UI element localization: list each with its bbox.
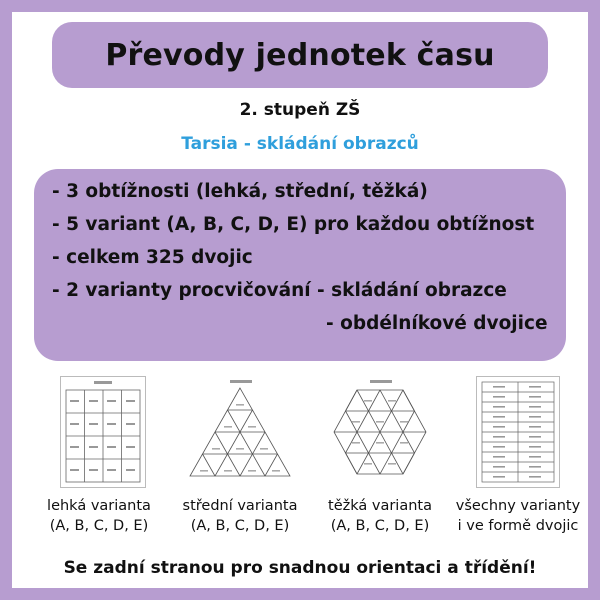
features-box xyxy=(34,169,566,361)
thumbnail-caption xyxy=(315,496,445,536)
thumbnail-caption xyxy=(34,496,164,536)
page-title: Převody jednotek času xyxy=(105,37,495,73)
caption-line: střední varianta xyxy=(182,498,298,514)
thumbnail-caption xyxy=(175,496,305,536)
caption-line: (A, B, C, D, E) xyxy=(330,518,430,534)
activity-tagline: Tarsia - skládání obrazců xyxy=(181,134,419,154)
grid-puzzle-thumbnail xyxy=(60,376,146,488)
feature-item: - celkem 325 dvojic xyxy=(52,247,253,268)
caption-line: všechny varianty xyxy=(455,498,581,514)
hexagon-puzzle-thumbnail xyxy=(322,376,438,488)
triangle-puzzle-thumbnail xyxy=(184,376,296,488)
product-card xyxy=(12,12,588,588)
caption-line: i ve formě dvojic xyxy=(457,518,579,534)
title-banner xyxy=(52,22,548,88)
grade-subtitle: 2. stupeň ZŠ xyxy=(239,100,361,120)
feature-item: - 5 variant (A, B, C, D, E) pro každou obtížnost xyxy=(52,214,535,235)
caption-line: (A, B, C, D, E) xyxy=(49,518,149,534)
feature-item: - 2 varianty procvičování - skládání obrazce xyxy=(52,280,507,301)
caption-line: lehká varianta xyxy=(47,498,151,514)
feature-item: - obdélníkové dvojice xyxy=(326,313,548,334)
caption-line: těžká varianta xyxy=(328,498,432,514)
thumbnail-caption xyxy=(450,496,586,536)
pairs-table-thumbnail xyxy=(476,376,560,488)
caption-line: (A, B, C, D, E) xyxy=(190,518,290,534)
feature-item: - 3 obtížnosti (lehká, střední, těžká) xyxy=(52,181,428,202)
footer-note: Se zadní stranou pro snadnou orientaci a třídění! xyxy=(63,558,537,578)
